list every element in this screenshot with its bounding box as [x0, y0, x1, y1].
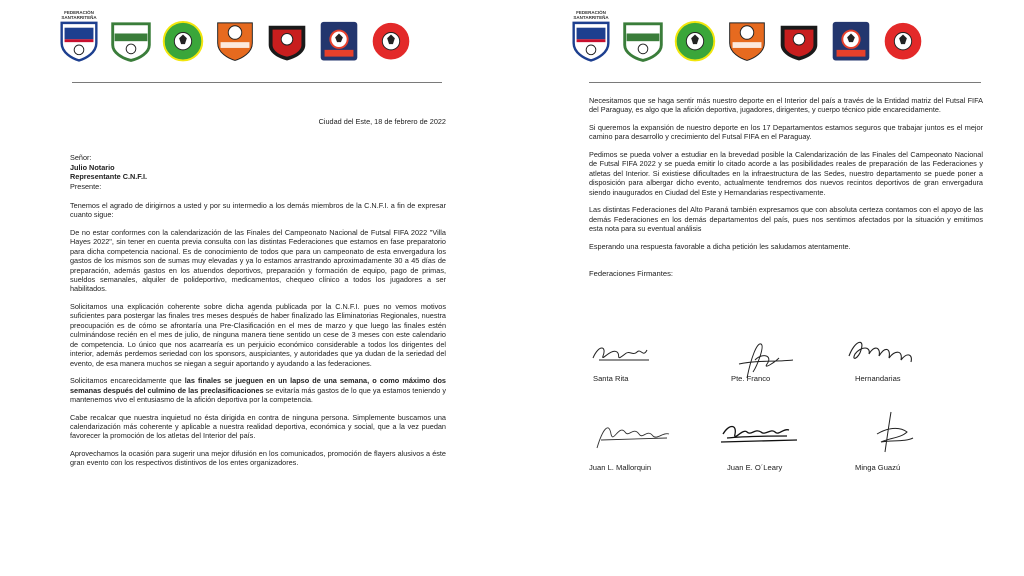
- signatures-grid: [589, 338, 983, 478]
- paragraph: Cabe recalcar que nuestra inquietud no ésta dirigida en contra de ninguna persona. Simplemente buscamos una calendarización más coherente y aplicable a nuestra realidad deportiva, económica y social, que a la vez puedan favorecer la promoción de los atletas del Interior del país.: [70, 412, 446, 441]
- signature-hernandarias: [841, 332, 951, 392]
- logo-caption: [209, 10, 261, 20]
- paragraph: Esperando una respuesta favorable a dicha petición les saludamos atentamente.: [589, 241, 851, 251]
- signature-juan-l-mallorquin: [589, 414, 699, 474]
- federation-crest-icon: [672, 20, 718, 62]
- federation-crest-icon: [108, 20, 154, 62]
- handwritten-signature-icon: [589, 414, 679, 458]
- handwritten-signature-icon: [589, 338, 669, 372]
- signature-minga-guazu: [855, 408, 967, 472]
- letter-body-page-1: [70, 88, 446, 468]
- recipient-name: Julio Notario: [70, 162, 115, 172]
- federation-crest-icon: [724, 20, 770, 62]
- paragraph: Necesitamos que se haga sentir más nuestro deporte en el Interior del país a través de la Entidad matriz del Futsal FIFA del Paraguay, es algo que la afición deportiva, jugadores, dirigentes, y cuerpo técnico pide encarecidamente.: [589, 96, 983, 115]
- logo-caption: [825, 10, 877, 20]
- handwritten-signature-icon: [717, 414, 807, 454]
- federation-logo-mallorquin: [880, 10, 926, 62]
- signature-juan-e-oleary: [717, 414, 827, 474]
- recipient-block: [70, 153, 446, 191]
- federation-logo-franquena: [620, 10, 666, 62]
- signatory-name: Hernandarias: [855, 374, 901, 383]
- federation-logos-row: [56, 10, 414, 62]
- federation-crest-icon: [880, 20, 926, 62]
- paragraph: Solicitamos una explicación coherente sobre dicha agenda publicada por la C.N.F.I. pues no vemos motivos suficientes para postergar las finales tres meses después de haber finalizado las Eliminatorias Regionales, nuestra preocupación es de cómo se afrontaría una Pre-Clasificación en el mes de marzo y que luego las finales estén culminándose recién en el mes de julio, de ninguna manera tiene sentido un cese de 3 meses con este calendario de competencia. Lo único que nos acarrearía es un perjuicio económico considerable a todos los dirigentes del interior, además perdemos seriedad con los sponsors, auspiciantes, y autoridades que ya dudan de la seriedad del evento, de esa manera muchos se niegan a seguir aportando y ayudando a las federaciones.: [70, 302, 446, 368]
- paragraph-text: se evitaría más gastos de lo que ya estamos teniendo y mantenemos vivo el entusiasmo de la afición deportiva por la competencia.: [70, 385, 447, 404]
- letter-body-page-2: [589, 96, 983, 278]
- paragraph-with-emphasis: [70, 376, 446, 404]
- signatory-name: Pte. Franco: [731, 374, 771, 383]
- federation-logo-green: [160, 10, 206, 62]
- logo-caption: [721, 10, 773, 20]
- federation-crest-icon: [568, 20, 614, 62]
- federation-crest-icon: [316, 20, 362, 62]
- paragraph: Pedimos se pueda volver a estudiar en la brevedad posible la Calendarización de las Finales del Campeonato Nacional de Futsal FIFA 2022 y se pueda emitir lo citado acorde a las posibilidades reales de preparación de las Federaciones y atletas del Interior. Si existiese dificultades en la infraestructura de las Sedes, nuestro departamento se puede poner a disposición para albergar dicho evento, actualmente tendremos dos nuevos recintos deportivos de gran envergadura siendo inaugurados en Ciudad del Este y Hernandarias respectivamente.: [589, 150, 983, 197]
- federation-crest-icon: [776, 20, 822, 62]
- handwritten-signature-icon: [841, 332, 931, 372]
- federation-crest-icon: [160, 20, 206, 62]
- paragraph: Las distintas Federaciones del Alto Paraná también expresamos que con absoluta certeza contamos con el apoyo de las demás Federaciones en los demás departamentos del país, pues nos sentimos afectados por la situación y emitimos esta nota para su eventual análisis: [589, 205, 983, 234]
- emphasis-text: las finales se jueguen en un lapso de una semana, o como máximo dos semanas después del culmino de las preclasificaciones: [70, 376, 446, 395]
- federation-logo-hernandarias: [212, 10, 258, 62]
- logo-caption: [261, 10, 313, 20]
- logo-caption: [365, 10, 417, 20]
- federation-logo-franquena: [108, 10, 154, 62]
- signatories-title: Federaciones Firmantes:: [589, 269, 673, 279]
- recipient-title: Representante C.N.F.I.: [70, 172, 148, 182]
- paragraph: Aprovechamos la ocasión para sugerir una mejor difusión en los comunicados, promoción de flayers alusivos a éste gran evento con los respectivos distintivos de los entes organizadores.: [70, 448, 446, 468]
- paragraph: De no estar conformes con la calendarización de las Finales del Campeonato Nacional de Futsal FIFA 2022 "Villa Hayes 2022", sin tener en cuenta previa consulta con las distintas Federaciones que estamos en fase preparatorio para dicha competencia nacional. Es de conocimiento de todos que para un campeonato de esta envergadura los gastos de los mismos son de sumas muy elevadas y ya lo estamos arrastrando aproximadamente 30 a 45 días de preparación, además gastos en los atuendos deportivos, preparación y formación de equipo, pago de primas, sueldos semanales, alquiler de polideportivo, medicamentos, chequeo clínico a todos los jugadores a ser habilitados.: [70, 228, 446, 294]
- logo-caption: [877, 10, 929, 20]
- logo-caption: [773, 10, 825, 20]
- logo-caption: [617, 10, 669, 20]
- logo-caption: [157, 10, 209, 20]
- signatory-name: Minga Guazú: [855, 463, 901, 472]
- federation-crest-icon: [828, 20, 874, 62]
- federation-logo-psfs: [56, 10, 102, 62]
- signatory-name: Juan L. Mallorquin: [589, 463, 652, 472]
- logo-caption: FEDERACIÓN SANTARRITEÑA: [573, 10, 609, 20]
- signature-pte-franco: [717, 338, 827, 398]
- letter-date: Ciudad del Este, 18 de febrero de 2022: [318, 117, 446, 126]
- signature-santa-rita: [589, 338, 699, 398]
- signatory-name: Santa Rita: [593, 374, 629, 383]
- header-divider: [589, 82, 981, 83]
- federation-logo-jest: [828, 10, 874, 62]
- federation-logos-row: [568, 10, 926, 62]
- signatory-name: Juan E. O´Leary: [727, 463, 783, 472]
- federation-logo-green: [672, 10, 718, 62]
- federation-crest-icon: [56, 20, 102, 62]
- federation-logo-mingaguazu: [264, 10, 310, 62]
- federation-crest-icon: [212, 20, 258, 62]
- recipient-presente: Presente:: [70, 181, 102, 191]
- federation-logo-hernandarias: [724, 10, 770, 62]
- header-divider: [72, 82, 442, 83]
- federation-crest-icon: [620, 20, 666, 62]
- paragraph: Si queremos la expansión de nuestro deporte en los 17 Departamentos estamos seguros que trabajar juntos es el mejor camino para desarrollo y crecimiento del Futsal FIFA en el Paraguay.: [589, 123, 983, 142]
- letter-page-2: [537, 0, 1024, 576]
- federation-crest-icon: [264, 20, 310, 62]
- federation-logo-mingaguazu: [776, 10, 822, 62]
- paragraph: Tenemos el agrado de dirigirnos a usted y por su intermedio a los demás miembros de la C.N.F.I. a fin de expresar cuanto sigue:: [70, 201, 446, 220]
- federation-logo-psfs: [568, 10, 614, 62]
- logo-caption: [313, 10, 365, 20]
- federation-crest-icon: [368, 20, 414, 62]
- paragraph-text: Solicitamos encarecidamente que: [70, 376, 185, 386]
- logo-caption: [105, 10, 157, 20]
- federation-logo-mallorquin: [368, 10, 414, 62]
- logo-caption: FEDERACIÓN SANTARRITEÑA: [61, 10, 97, 20]
- logo-caption: [669, 10, 721, 20]
- salutation: Señor:: [70, 153, 92, 163]
- handwritten-signature-icon: [857, 408, 927, 458]
- federation-logo-jest: [316, 10, 362, 62]
